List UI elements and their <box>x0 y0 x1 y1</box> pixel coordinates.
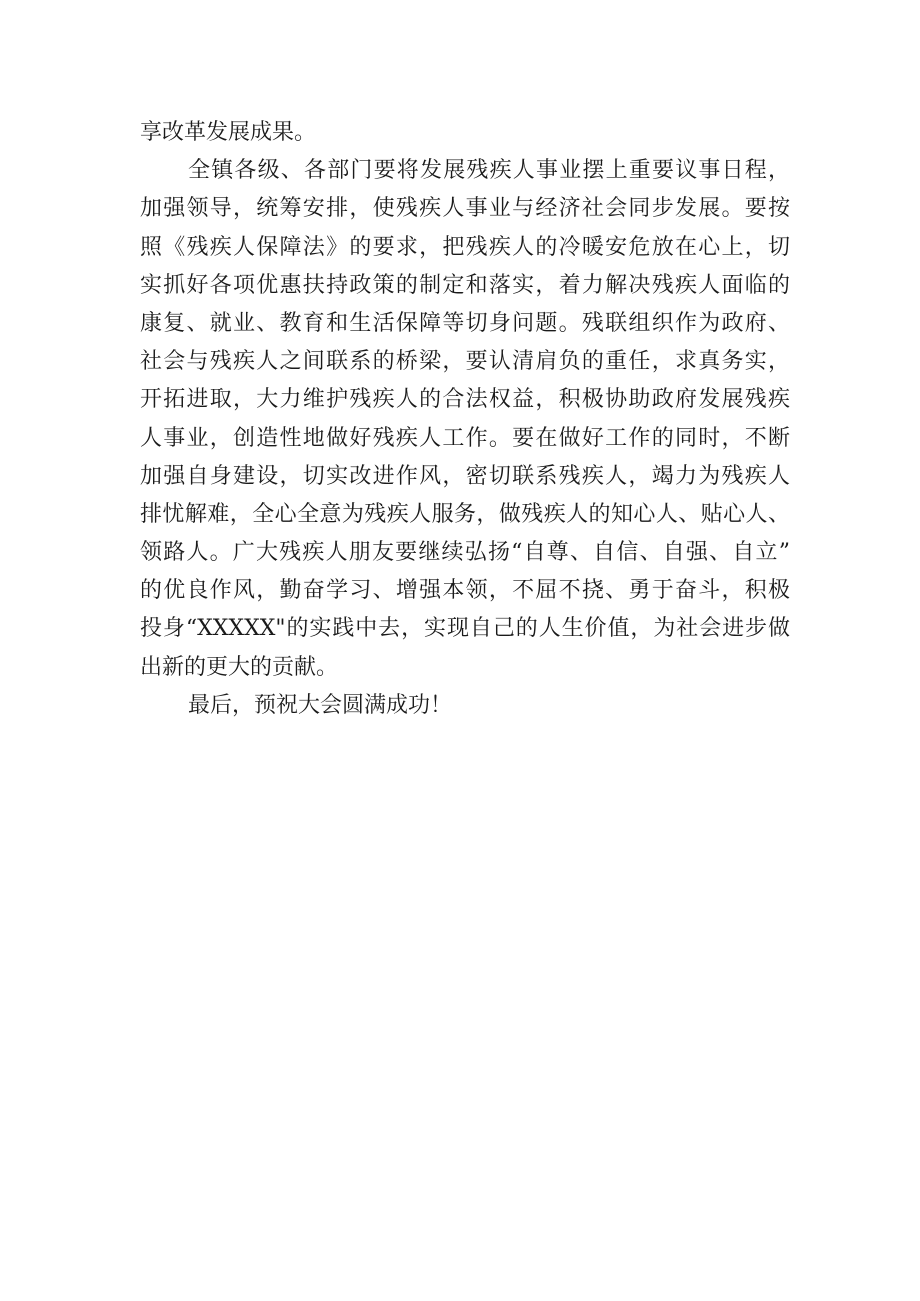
paragraph-2-line-3: 照《残疾人保障法》的要求，把残疾人的冷暖安危放在心上，切 <box>140 234 790 260</box>
paragraph-2-line-10: 排忧解难，全心全意为残疾人服务，做残疾人的知心人、贴心人、 <box>140 501 790 527</box>
paragraph-2-line-12: 的优良作风，勤奋学习、增强本领，不屈不挠、勇于奋斗，积极 <box>140 578 790 604</box>
paragraph-2-line-7: 开拓进取，大力维护残疾人的合法权益，积极协助政府发展残疾 <box>140 387 790 413</box>
paragraph-2-line-6: 社会与残疾人之间联系的桥梁，要认清肩负的重任，求真务实， <box>140 349 790 375</box>
paragraph-2-line-4: 实抓好各项优惠扶持政策的制定和落实，着力解决残疾人面临的 <box>140 272 790 298</box>
paragraph-2-line-2: 加强领导，统筹安排，使残疾人事业与经济社会同步发展。要按 <box>140 196 790 222</box>
paragraph-3-line-1: 最后，预祝大会圆满成功！ <box>188 692 453 718</box>
paragraph-2-line-13: 投身“XXXXX"的实践中去，实现自己的人生价值，为社会进步做 <box>140 616 790 642</box>
paragraph-2-line-5: 康复、就业、教育和生活保障等切身问题。残联组织作为政府、 <box>140 310 790 336</box>
paragraph-2-line-11: 领路人。广大残疾人朋友要继续弘扬“自尊、自信、自强、自立” <box>140 540 790 566</box>
paragraph-1-line-1: 享改革发展成果。 <box>140 120 317 145</box>
paragraph-2-line-14: 出新的更大的贡献。 <box>140 654 339 680</box>
paragraph-2-line-9: 加强自身建设，切实改进作风，密切联系残疾人，竭力为残疾人 <box>140 463 790 489</box>
document-body <box>140 114 790 725</box>
paragraph-2-line-1: 全镇各级、各部门要将发展残疾人事业摆上重要议事日程， <box>188 158 790 184</box>
paragraph-2-line-8: 人事业，创造性地做好残疾人工作。要在做好工作的同时，不断 <box>140 425 790 451</box>
